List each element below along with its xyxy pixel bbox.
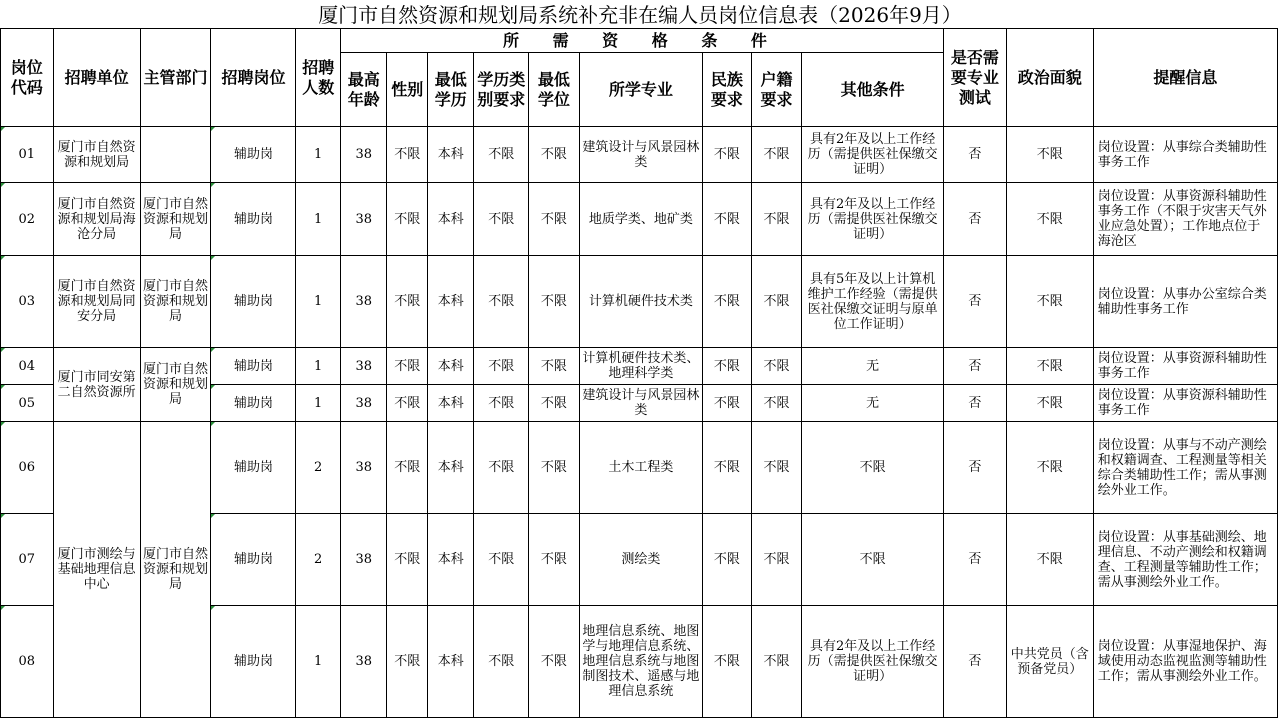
cell-num: 2 [296, 422, 341, 514]
cell-major: 地理信息系统、地图学与地理信息系统、地理信息系统与地图制图技术、遥感与地理信息系统 [579, 606, 702, 718]
cell-other: 具有2年及以上工作经历（需提供医社保缴交证明） [802, 606, 944, 718]
cell-num: 1 [296, 348, 341, 385]
page-title: 厦门市自然资源和规划局系统补充非在编人员岗位信息表（2026年9月） [318, 3, 962, 27]
cell-age: 38 [340, 256, 387, 348]
cell-major: 土木工程类 [579, 422, 702, 514]
cell-politics: 不限 [1006, 514, 1093, 606]
header-ethnic: 民族要求 [703, 53, 752, 127]
cell-gender: 不限 [387, 514, 427, 606]
cell-post: 辅助岗 [211, 606, 296, 718]
cell-test: 否 [943, 514, 1006, 606]
cell-dept: 厦门市自然资源和规划局 [140, 183, 211, 256]
cell-other: 不限 [802, 514, 944, 606]
cell-gender: 不限 [387, 348, 427, 385]
cell-post: 辅助岗 [211, 422, 296, 514]
cell-age: 38 [340, 422, 387, 514]
cell-remind: 岗位设置：从事资源科辅助性事务工作 [1093, 348, 1277, 385]
cell-other: 无 [802, 385, 944, 422]
cell-num: 1 [296, 127, 341, 183]
header-other: 其他条件 [802, 53, 944, 127]
cell-edu: 本科 [427, 183, 474, 256]
cell-degree: 不限 [529, 422, 580, 514]
cell-dept: 厦门市自然资源和规划局 [140, 256, 211, 348]
cell-code: 08 [1, 606, 54, 718]
cell-num: 1 [296, 256, 341, 348]
header-hukou: 户籍要求 [751, 53, 802, 127]
cell-gender: 不限 [387, 127, 427, 183]
cell-age: 38 [340, 385, 387, 422]
cell-gender: 不限 [387, 183, 427, 256]
cell-other: 无 [802, 348, 944, 385]
cell-test: 否 [943, 606, 1006, 718]
cell-degree: 不限 [529, 256, 580, 348]
header-gender: 性别 [387, 53, 427, 127]
cell-hukou: 不限 [751, 127, 802, 183]
header-code: 岗位代码 [1, 29, 54, 127]
cell-code: 06 [1, 422, 54, 514]
header-remind: 提醒信息 [1093, 29, 1277, 127]
cell-hukou: 不限 [751, 606, 802, 718]
table-row [1, 127, 1278, 183]
table-row [1, 348, 1278, 385]
cell-age: 38 [340, 127, 387, 183]
cell-politics: 中共党员（含预备党员） [1006, 606, 1093, 718]
cell-ethnic: 不限 [703, 183, 752, 256]
cell-test: 否 [943, 348, 1006, 385]
table-row [1, 183, 1278, 256]
cell-age: 38 [340, 606, 387, 718]
cell-hukou: 不限 [751, 422, 802, 514]
cell-gender: 不限 [387, 422, 427, 514]
cell-post: 辅助岗 [211, 127, 296, 183]
cell-edutype: 不限 [474, 514, 529, 606]
cell-hukou: 不限 [751, 183, 802, 256]
cell-post: 辅助岗 [211, 348, 296, 385]
cell-post: 辅助岗 [211, 256, 296, 348]
cell-degree: 不限 [529, 127, 580, 183]
cell-edu: 本科 [427, 385, 474, 422]
cell-hukou: 不限 [751, 348, 802, 385]
cell-code: 02 [1, 183, 54, 256]
cell-test: 否 [943, 256, 1006, 348]
cell-edu: 本科 [427, 422, 474, 514]
cell-major: 建筑设计与风景园林类 [579, 385, 702, 422]
cell-age: 38 [340, 183, 387, 256]
cell-degree: 不限 [529, 183, 580, 256]
cell-ethnic: 不限 [703, 256, 752, 348]
cell-edu: 本科 [427, 606, 474, 718]
cell-major: 计算机硬件技术类、地理科学类 [579, 348, 702, 385]
cell-edutype: 不限 [474, 256, 529, 348]
cell-num: 1 [296, 606, 341, 718]
cell-major: 测绘类 [579, 514, 702, 606]
cell-major: 建筑设计与风景园林类 [579, 127, 702, 183]
cell-hukou: 不限 [751, 385, 802, 422]
cell-code: 04 [1, 348, 54, 385]
header-degree: 最低学位 [529, 53, 580, 127]
cell-gender: 不限 [387, 385, 427, 422]
header-edutype: 学历类别要求 [474, 53, 529, 127]
cell-ethnic: 不限 [703, 348, 752, 385]
cell-other: 不限 [802, 422, 944, 514]
header-age: 最高年龄 [340, 53, 387, 127]
cell-politics: 不限 [1006, 348, 1093, 385]
cell-major: 地质学类、地矿类 [579, 183, 702, 256]
cell-unit: 厦门市自然资源和规划局海沧分局 [53, 183, 140, 256]
header-row [1, 29, 1278, 53]
cell-politics: 不限 [1006, 385, 1093, 422]
cell-edu: 本科 [427, 127, 474, 183]
cell-hukou: 不限 [751, 256, 802, 348]
cell-test: 否 [943, 422, 1006, 514]
cell-politics: 不限 [1006, 183, 1093, 256]
cell-remind: 岗位设置：从事综合类辅助性事务工作 [1093, 127, 1277, 183]
cell-hukou: 不限 [751, 514, 802, 606]
cell-age: 38 [340, 348, 387, 385]
cell-edutype: 不限 [474, 127, 529, 183]
cell-edutype: 不限 [474, 183, 529, 256]
header-edu: 最低学历 [427, 53, 474, 127]
cell-code: 01 [1, 127, 54, 183]
cell-politics: 不限 [1006, 422, 1093, 514]
cell-remind: 岗位设置：从事基础测绘、地理信息、不动产测绘和权籍调查、工程测量等辅助性工作；需从事测绘外业工作。 [1093, 514, 1277, 606]
cell-edutype: 不限 [474, 422, 529, 514]
cell-post: 辅助岗 [211, 514, 296, 606]
cell-remind: 岗位设置：从事资源科辅助性事务工作（不限于灾害天气外业应急处置）；工作地点位于海沧区 [1093, 183, 1277, 256]
table-row [1, 422, 1278, 514]
header-politics: 政治面貌 [1006, 29, 1093, 127]
cell-dept: 厦门市自然资源和规划局 [140, 348, 211, 422]
cell-degree: 不限 [529, 348, 580, 385]
cell-age: 38 [340, 514, 387, 606]
cell-remind: 岗位设置：从事资源科辅助性事务工作 [1093, 385, 1277, 422]
cell-edu: 本科 [427, 348, 474, 385]
cell-unit: 厦门市同安第二自然资源所 [53, 348, 140, 422]
cell-dept [140, 127, 211, 183]
cell-ethnic: 不限 [703, 127, 752, 183]
header-unit: 招聘单位 [53, 29, 140, 127]
cell-major: 计算机硬件技术类 [579, 256, 702, 348]
header-test: 是否需要专业测试 [943, 29, 1006, 127]
cell-test: 否 [943, 385, 1006, 422]
cell-code: 03 [1, 256, 54, 348]
cell-test: 否 [943, 183, 1006, 256]
cell-post: 辅助岗 [211, 183, 296, 256]
cell-ethnic: 不限 [703, 385, 752, 422]
cell-remind: 岗位设置：从事办公室综合类辅助性事务工作 [1093, 256, 1277, 348]
cell-code: 05 [1, 385, 54, 422]
header-qualification-group: 所 需 资 格 条 件 [340, 29, 943, 53]
cell-post: 辅助岗 [211, 385, 296, 422]
cell-num: 1 [296, 183, 341, 256]
cell-edu: 本科 [427, 256, 474, 348]
cell-politics: 不限 [1006, 256, 1093, 348]
cell-num: 2 [296, 514, 341, 606]
cell-ethnic: 不限 [703, 514, 752, 606]
cell-remind: 岗位设置：从事与不动产测绘和权籍调查、工程测量等相关综合类辅助性工作；需从事测绘外业工作。 [1093, 422, 1277, 514]
cell-ethnic: 不限 [703, 606, 752, 718]
cell-ethnic: 不限 [703, 422, 752, 514]
header-major: 所学专业 [579, 53, 702, 127]
cell-degree: 不限 [529, 606, 580, 718]
cell-unit: 厦门市测绘与基础地理信息中心 [53, 422, 140, 718]
cell-gender: 不限 [387, 606, 427, 718]
cell-num: 1 [296, 385, 341, 422]
cell-dept: 厦门市自然资源和规划局 [140, 422, 211, 718]
cell-degree: 不限 [529, 514, 580, 606]
cell-gender: 不限 [387, 256, 427, 348]
header-num: 招聘人数 [296, 29, 341, 127]
cell-degree: 不限 [529, 385, 580, 422]
cell-other: 具有2年及以上工作经历（需提供医社保缴交证明） [802, 127, 944, 183]
cell-edutype: 不限 [474, 348, 529, 385]
job-table [0, 28, 1278, 718]
cell-edutype: 不限 [474, 606, 529, 718]
cell-code: 07 [1, 514, 54, 606]
header-dept: 主管部门 [140, 29, 211, 127]
table-row [1, 256, 1278, 348]
cell-remind: 岗位设置：从事湿地保护、海域使用动态监视监测等辅助性工作；需从事测绘外业工作。 [1093, 606, 1277, 718]
cell-unit: 厦门市自然资源和规划局 [53, 127, 140, 183]
cell-edutype: 不限 [474, 385, 529, 422]
cell-politics: 不限 [1006, 127, 1093, 183]
cell-test: 否 [943, 127, 1006, 183]
cell-unit: 厦门市自然资源和规划局同安分局 [53, 256, 140, 348]
cell-edu: 本科 [427, 514, 474, 606]
cell-other: 具有2年及以上工作经历（需提供医社保缴交证明） [802, 183, 944, 256]
cell-other: 具有5年及以上计算机维护工作经验（需提供医社保缴交证明与原单位工作证明） [802, 256, 944, 348]
header-post: 招聘岗位 [211, 29, 296, 127]
